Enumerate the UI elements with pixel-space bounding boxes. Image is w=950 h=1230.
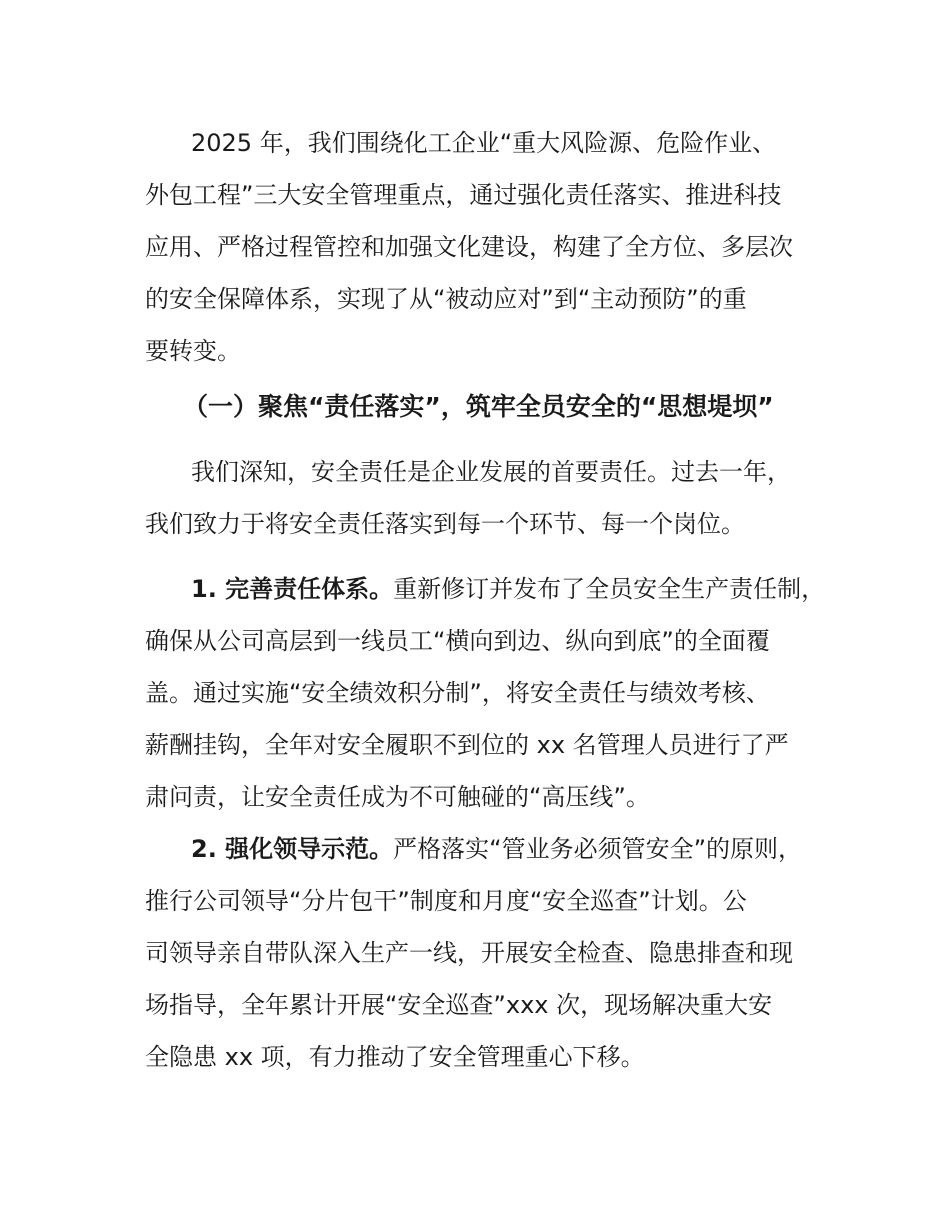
item1-line: 确保从公司高层到一线员工“横向到边、纵向到底”的全面覆 — [145, 627, 770, 655]
item1-title: 1. 完善责任体系。 — [191, 575, 394, 603]
item1-paragraph — [145, 563, 825, 823]
section-heading: （一）聚焦“责任落实”，筑牢全员安全的“思想堤坝” — [183, 392, 774, 421]
intro-line: 的安全保障体系，实现了从“被动应对”到“主动预防”的重 — [145, 285, 747, 313]
section1-paragraph — [145, 446, 825, 550]
item2-line: 全隐患 xx 项，有力推动了安全管理重心下移。 — [145, 1043, 645, 1071]
item2-first-line — [145, 823, 825, 875]
intro-line: 2025 年，我们围绕化工企业“重大风险源、危险作业、 — [191, 129, 777, 157]
intro-paragraph — [145, 117, 825, 377]
item2-line: 司领导亲自带队深入生产一线，开展安全检查、隐患排查和现 — [145, 939, 793, 967]
item2-line: 推行公司领导“分片包干”制度和月度“安全巡查”计划。公 — [145, 887, 747, 915]
item2-paragraph — [145, 823, 825, 1083]
item1-line: 肃问责，让安全责任成为不可触碰的“高压线”。 — [145, 783, 650, 811]
section1-line: 我们深知，安全责任是企业发展的首要责任。过去一年， — [191, 458, 791, 486]
section1-line: 我们致力于将安全责任落实到每一个环节、每一个岗位。 — [145, 510, 745, 538]
item1-line: 盖。通过实施“安全绩效积分制”，将安全责任与绩效考核、 — [145, 679, 770, 707]
intro-line: 外包工程”三大安全管理重点，通过强化责任落实、推进科技 — [145, 181, 782, 209]
intro-line: 应用、严格过程管控和加强文化建设，构建了全方位、多层次 — [145, 233, 793, 261]
item2-title: 2. 强化领导示范。 — [191, 835, 394, 863]
item1-line: 薪酬挂钩，全年对安全履职不到位的 xx 名管理人员进行了严 — [145, 731, 789, 759]
item2-first-line-text: 严格落实“管业务必须管安全”的原则， — [393, 835, 803, 863]
section-heading-block — [145, 381, 825, 433]
item2-line: 场指导，全年累计开展“安全巡查”xxx 次，现场解决重大安 — [145, 991, 773, 1019]
intro-line: 要转变。 — [145, 337, 241, 365]
item1-first-line-text: 重新修订并发布了全员安全生产责任制， — [393, 575, 826, 603]
item1-first-line — [145, 563, 825, 615]
